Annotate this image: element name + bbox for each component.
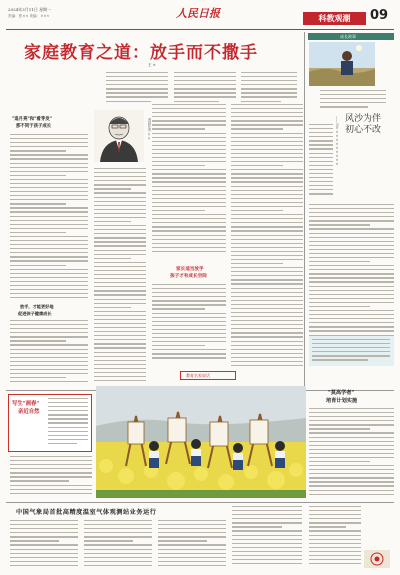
column-tag: 教育名家说话 xyxy=(186,373,210,378)
portrait-story-kicker: "追月亮"和"看芽发" xyxy=(12,117,52,122)
left-col-title1: 放手，才能更好地 xyxy=(20,304,54,309)
bottom-text-col5 xyxy=(309,506,361,572)
bottom-text-col3 xyxy=(158,520,226,572)
left-text-col-b xyxy=(10,320,88,388)
lead-intro-col3 xyxy=(241,72,297,106)
mid-text-col2-b xyxy=(152,284,226,364)
sidebar-title: 风沙为伴 初心不改 xyxy=(345,114,382,135)
mid-text-col2 xyxy=(152,104,226,258)
essay-title1: 写生"画春" xyxy=(12,401,40,407)
sidebar-text-a xyxy=(320,90,386,114)
portrait-story-subtitle: 那不同于孩子成长 xyxy=(16,124,52,129)
lead-byline: 王 × xyxy=(148,63,156,67)
bottom-headline: 中国气象局首批高精度温室气体观测站业务运行 xyxy=(16,509,157,516)
left-col-title2: 促进孩子健康成长 xyxy=(18,311,52,316)
bottom-text-col4 xyxy=(232,506,302,572)
lead-title: 家庭教育之道：放手而不撒手 xyxy=(24,43,258,63)
newspaper-logo: 人民日报 xyxy=(176,7,220,20)
bottom-text-col2 xyxy=(84,520,152,572)
masthead-date: 2024年3月11日 星期一 xyxy=(8,7,52,12)
masthead xyxy=(6,4,394,28)
mid-text-col3 xyxy=(231,104,303,374)
left-text-col xyxy=(10,134,88,304)
sidebar-text-c xyxy=(309,204,394,342)
right-story-title: "莫高学者" xyxy=(328,390,355,396)
right-story-subtitle: 培育计划实施 xyxy=(326,398,358,404)
essay-text xyxy=(48,398,88,448)
children-painting-photo xyxy=(96,386,306,498)
mid-text-col1 xyxy=(94,168,146,386)
masthead-meta: 责编：张×× 美编：××× xyxy=(8,14,50,18)
portrait-caption: 漫画作者 ×× xyxy=(147,118,151,141)
essay-text-b xyxy=(10,456,92,498)
right-story-text xyxy=(309,408,394,498)
essay-title2: 亲近自然 xyxy=(18,409,40,415)
mid-headline-line2: 孩子才有成长空间 xyxy=(170,274,207,279)
bottom-divider xyxy=(6,502,394,503)
section-badge: 科教观潮 xyxy=(303,12,366,25)
sidebar-text-b xyxy=(309,124,333,200)
page-number: 09 xyxy=(370,8,389,23)
sidebar-tag: 成长故事 xyxy=(340,34,356,39)
portrait-illustration xyxy=(94,110,144,162)
sidebar-photo xyxy=(309,42,375,86)
mid-headline-line1: 家长适当放手 xyxy=(176,267,204,272)
column-divider xyxy=(304,32,305,387)
masthead-rule xyxy=(6,29,394,30)
lead-intro-col1 xyxy=(106,72,168,106)
sidebar-subtitle: ——记×××××××××× xyxy=(335,116,339,167)
lead-intro-col2 xyxy=(174,72,236,106)
sidebar-note-text xyxy=(312,339,390,365)
bottom-text-col1 xyxy=(10,520,78,572)
bottom-logo-photo xyxy=(364,550,390,568)
